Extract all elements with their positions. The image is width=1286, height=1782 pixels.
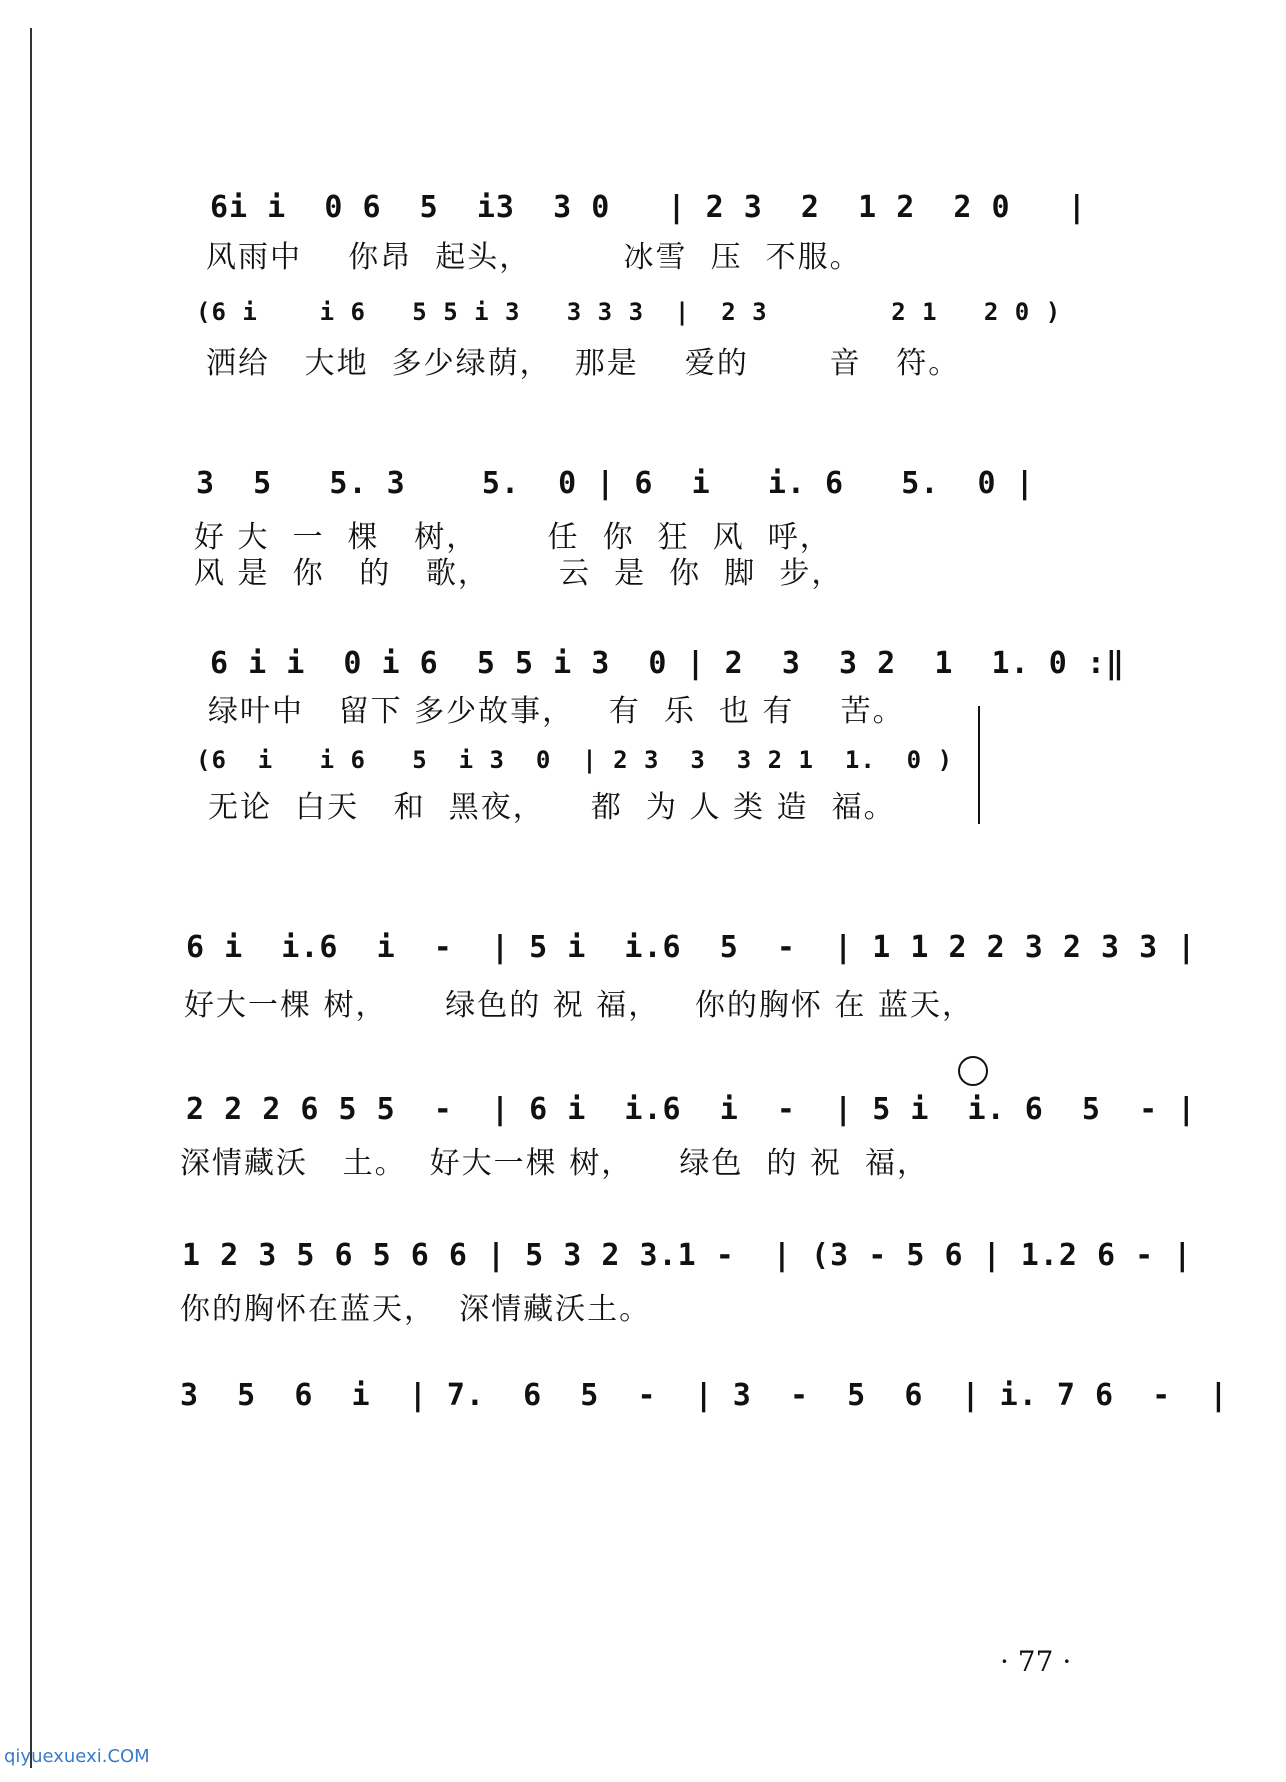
notation-line-1: 6i i 0 6 5 i3 3 0 | 2 3 2 1 2 2 0 | bbox=[210, 190, 1087, 225]
notation-line-1b: (6 i i 6 5 5 i 3 3 3 3 | 2 3 2 1 2 0 ) bbox=[196, 298, 1062, 326]
page-number: · 77 · bbox=[1000, 1645, 1072, 1678]
lyric-line-1b: 洒给 大地 多少绿荫， 那是 爱的 音 符。 bbox=[206, 346, 961, 381]
lyric-line-5: 深情藏沃 土。 好大一棵 树， 绿色 的 祝 福， bbox=[180, 1146, 930, 1181]
notation-line-7: 3 5 6 i | 7. 6 5 - | 3 - 5 6 | i. 7 6 - | bbox=[180, 1378, 1229, 1413]
lyric-line-2a: 好 大 一 棵 树， 任 你 狂 风 呼， bbox=[194, 520, 832, 555]
notation-line-2: 3 5 5. 3 5. 0 | 6 i i. 6 5. 0 | bbox=[196, 466, 1035, 501]
notation-line-3b: (6 i i 6 5 i 3 0 | 2 3 3 3 2 1 1. 0 ) bbox=[196, 746, 954, 774]
notation-line-3: 6 i i 0 i 6 5 5 i 3 0 | 2 3 3 2 1 1. 0 :‖ bbox=[210, 646, 1125, 681]
lyric-line-1a: 风雨中 你昂 起头， 冰雪 压 不服。 bbox=[206, 240, 862, 275]
notation-line-4: 6 i i.6 i - | 5 i i.6 5 - | 1 1 2 2 3 2 3 3 | bbox=[186, 930, 1197, 965]
left-margin-line bbox=[30, 28, 32, 1768]
lyric-line-4: 好大一棵 树， 绿色的 祝 福， 你的胸怀 在 蓝天， bbox=[184, 988, 974, 1023]
lyric-line-6: 你的胸怀在蓝天， 深情藏沃土。 bbox=[180, 1292, 652, 1327]
lyric-line-3a: 绿叶中 留下 多少故事， 有 乐 也 有 苦。 bbox=[208, 694, 905, 729]
coda-icon bbox=[958, 1056, 988, 1086]
watermark: qiyuexuexi.COM bbox=[4, 1746, 150, 1767]
repeat-brace bbox=[978, 706, 980, 824]
notation-line-6: 1 2 3 5 6 5 6 6 | 5 3 2 3.1 - | (3 - 5 6 | 1.2 6 - | bbox=[182, 1238, 1193, 1273]
notation-line-5: 2 2 2 6 5 5 - | 6 i i.6 i - | 5 i i. 6 5 - | bbox=[186, 1092, 1197, 1127]
lyric-line-2b: 风 是 你 的 歌， 云 是 你 脚 步， bbox=[194, 556, 844, 591]
lyric-line-3b: 无论 白天 和 黑夜， 都 为 人 类 造 福。 bbox=[208, 790, 896, 825]
